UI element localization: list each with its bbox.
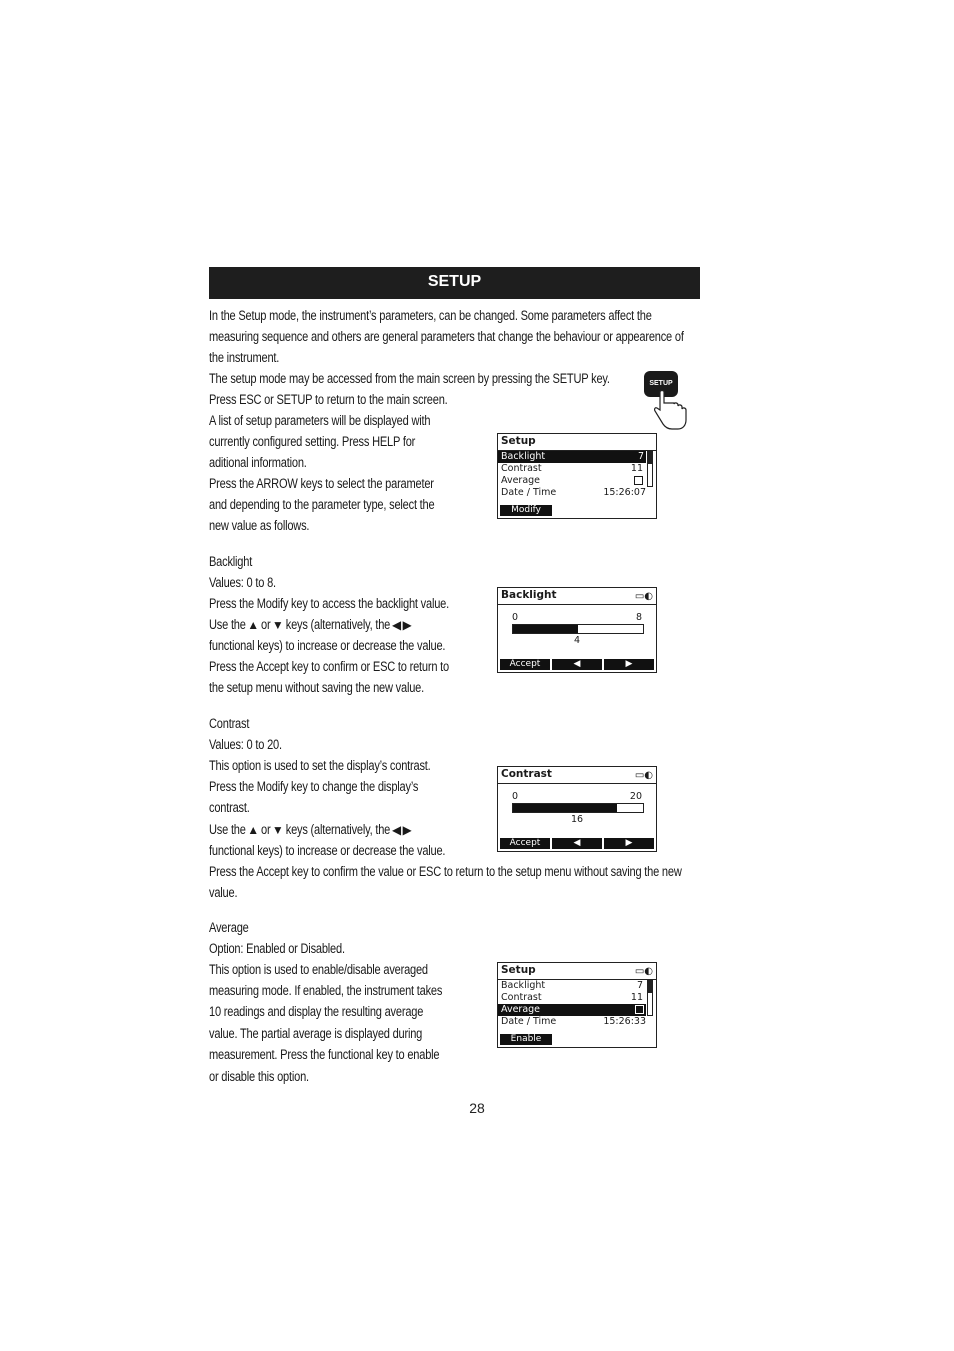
page-number: 28 <box>469 1100 485 1116</box>
checkbox-icon[interactable] <box>634 476 643 485</box>
right-button[interactable]: ▶ <box>604 659 654 670</box>
slider-min: 0 <box>512 612 519 623</box>
contrast-line-1: This option is used to set the display’s contrast. <box>209 758 431 773</box>
lcd-backlight-screen <box>497 587 657 673</box>
modify-button[interactable]: Modify <box>500 505 552 516</box>
intro-line-2: measuring sequence and others are general parameters that change the behaviour or appearence of <box>209 329 684 344</box>
slider-fill <box>513 625 578 633</box>
lcd-row-average[interactable]: Average <box>498 475 656 487</box>
lcd-title: Setup <box>501 964 536 976</box>
lcd-row-datetime[interactable]: Date / Time 15:26:33 <box>501 1016 646 1027</box>
setup-key-illustration: SETUP <box>644 371 678 397</box>
left-arrow-icon: ◀ <box>392 618 402 632</box>
access-line-1: The setup mode may be accessed from the main screen by pressing the SETUP key. <box>209 371 610 386</box>
lcd-title: Setup <box>498 434 656 451</box>
backlight-heading: Backlight <box>209 554 253 569</box>
up-arrow-icon: ▲ <box>247 618 260 632</box>
section-title: SETUP <box>427 273 482 290</box>
average-line-5: measurement. Press the functional key to enable <box>209 1047 440 1062</box>
intro-line-3: the instrument. <box>209 350 280 365</box>
accept-button[interactable]: Accept <box>500 659 550 670</box>
contrast-line-2: Press the Modify key to change the display’s <box>209 779 419 794</box>
battery-icon: ▭◐ <box>634 770 653 781</box>
slider-max: 20 <box>629 791 642 802</box>
slider-fill <box>513 804 617 812</box>
contrast-heading: Contrast <box>209 716 250 731</box>
hand-pointer-icon <box>654 390 690 432</box>
enable-button[interactable]: Enable <box>500 1034 552 1045</box>
slider-value: 4 <box>573 635 581 646</box>
list-line-1: A list of setup parameters will be displayed with <box>209 413 431 428</box>
average-heading: Average <box>209 920 249 935</box>
battery-icon: ▭◐ <box>634 591 653 602</box>
average-line-1: This option is used to enable/disable averaged <box>209 962 428 977</box>
arrow-line-2: and depending to the parameter type, select the <box>209 497 435 512</box>
checkbox-icon[interactable] <box>635 1005 644 1014</box>
contrast-line-4: Use the ▲ or ▼ keys (alternatively, the ◀ ▶ <box>209 819 411 841</box>
backlight-values: Values: 0 to 8. <box>209 575 276 590</box>
right-button[interactable]: ▶ <box>604 838 654 849</box>
lcd-row-contrast[interactable]: Contrast 11 <box>501 992 643 1003</box>
slider-max: 8 <box>635 612 642 623</box>
average-line-4: value. The partial average is displayed during <box>209 1026 423 1041</box>
contrast-line-6: Press the Accept key to confirm the value or ESC to return to the setup menu without saving the new <box>209 864 682 879</box>
left-arrow-icon: ◀ <box>392 823 402 837</box>
accept-button[interactable]: Accept <box>500 838 550 849</box>
down-arrow-icon: ▼ <box>272 823 284 837</box>
left-button[interactable]: ◀ <box>552 659 602 670</box>
contrast-values: Values: 0 to 20. <box>209 737 282 752</box>
list-line-2: currently configured setting. Press HELP for <box>209 434 416 449</box>
arrow-line-3: new value as follows. <box>209 518 310 533</box>
arrow-line-1: Press the ARROW keys to select the parameter <box>209 476 434 491</box>
lcd-average-screen <box>497 962 657 1048</box>
lcd-row-contrast[interactable]: Contrast 11 <box>501 463 643 474</box>
average-line-3: 10 readings and display the resulting average <box>209 1004 424 1019</box>
slider-min: 0 <box>512 791 519 802</box>
lcd-scrollbar[interactable] <box>647 451 653 487</box>
backlight-line-4: Press the Accept key to confirm or ESC to return to <box>209 659 450 674</box>
backlight-line-1: Press the Modify key to access the backlight value. <box>209 596 449 611</box>
contrast-slider[interactable] <box>512 803 644 813</box>
backlight-line-2: Use the ▲ or ▼ keys (alternatively, the ◀ ▶ <box>209 614 411 636</box>
backlight-line-3: functional keys) to increase or decrease the value. <box>209 638 446 653</box>
lcd-row-average[interactable]: Average <box>498 1004 646 1016</box>
access-line-2: Press ESC or SETUP to return to the main screen. <box>209 392 448 407</box>
average-line-6: or disable this option. <box>209 1069 309 1084</box>
lcd-row-backlight[interactable]: Backlight 7 <box>498 451 646 463</box>
average-option: Option: Enabled or Disabled. <box>209 941 345 956</box>
right-arrow-icon: ▶ <box>402 823 412 837</box>
list-line-3: aditional information. <box>209 455 307 470</box>
slider-value: 16 <box>570 814 584 825</box>
intro-line-1: In the Setup mode, the instrument’s parameters, can be changed. Some parameters affect the <box>209 308 652 323</box>
contrast-line-5: functional keys) to increase or decrease the value. <box>209 843 446 858</box>
battery-icon: ▭◐ <box>634 966 653 977</box>
right-arrow-icon: ▶ <box>402 618 412 632</box>
lcd-row-datetime[interactable]: Date / Time 15:26:07 <box>501 487 646 498</box>
average-line-2: measuring mode. If enabled, the instrument takes <box>209 983 443 998</box>
lcd-title: Backlight <box>501 589 557 601</box>
contrast-line-3: contrast. <box>209 800 250 815</box>
contrast-line-7: value. <box>209 885 238 900</box>
left-button[interactable]: ◀ <box>552 838 602 849</box>
section-title-bar <box>209 267 700 299</box>
down-arrow-icon: ▼ <box>272 618 284 632</box>
up-arrow-icon: ▲ <box>247 823 260 837</box>
backlight-slider[interactable] <box>512 624 644 634</box>
lcd-setup-screen <box>497 433 657 519</box>
lcd-title: Contrast <box>501 768 552 780</box>
backlight-line-5: the setup menu without saving the new value. <box>209 680 424 695</box>
lcd-row-backlight[interactable]: Backlight 7 <box>501 980 643 991</box>
lcd-contrast-screen <box>497 766 657 852</box>
lcd-scrollbar[interactable] <box>647 980 653 1016</box>
